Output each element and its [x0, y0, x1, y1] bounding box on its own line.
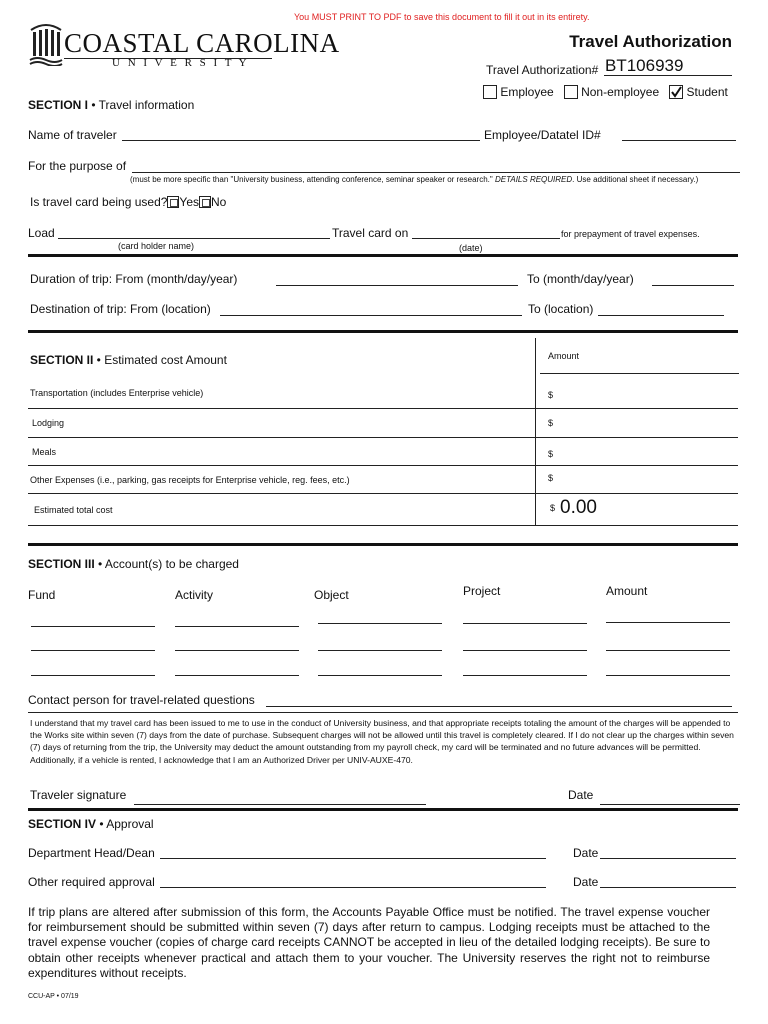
checkmark-icon [670, 86, 682, 98]
other-approval-label: Other required approval [28, 875, 155, 889]
duration-label: Duration of trip: From (month/day/year) [30, 272, 238, 286]
lodging-currency: $ [548, 418, 554, 428]
to-location-field[interactable] [598, 315, 724, 316]
fund-field[interactable] [31, 675, 155, 676]
section-3-heading: SECTION III • Account(s) to be charged [28, 557, 239, 571]
object-field[interactable] [318, 623, 442, 624]
project-field[interactable] [463, 650, 587, 651]
traveler-name-field[interactable] [122, 140, 480, 141]
student-label: Student [686, 85, 728, 99]
dept-date-label: Date [573, 846, 599, 860]
amount-field[interactable] [606, 650, 730, 651]
dept-head-label: Department Head/Dean [28, 846, 155, 860]
other-date-field[interactable] [600, 887, 736, 888]
meals-label: Meals [32, 447, 57, 457]
destination-label: Destination of trip: From (location) [30, 302, 211, 316]
traveler-signature-label: Traveler signature [30, 788, 127, 802]
section-4-heading: SECTION IV • Approval [28, 817, 154, 831]
activity-field[interactable] [175, 626, 299, 627]
dept-date-field[interactable] [600, 858, 736, 859]
card-holder-caption: (card holder name) [118, 241, 195, 251]
project-header: Project [463, 584, 501, 598]
card-date-field[interactable] [412, 238, 560, 239]
to-date-field[interactable] [652, 285, 734, 286]
logo-subtitle: U N I V E R S I T Y [112, 57, 250, 69]
project-field[interactable] [463, 675, 587, 676]
purpose-field[interactable] [132, 172, 740, 173]
amount-field[interactable] [606, 675, 730, 676]
card-on-label: Travel card on [332, 226, 409, 240]
object-header: Object [314, 588, 349, 602]
fund-field[interactable] [31, 626, 155, 627]
from-date-field[interactable] [276, 285, 518, 286]
traveler-signature-field[interactable] [134, 804, 426, 805]
to-location-label: To (location) [528, 302, 594, 316]
print-notice: You MUST PRINT TO PDF to save this document to fill it out in its entirety. [294, 12, 590, 22]
dept-head-field[interactable] [160, 858, 546, 859]
activity-header: Activity [175, 588, 214, 602]
other-approval-field[interactable] [160, 887, 546, 888]
amount-header: Amount [606, 584, 648, 598]
auth-number-label: Travel Authorization# [486, 63, 599, 77]
card-no-checkbox[interactable] [199, 196, 211, 208]
card-yes-label: Yes [179, 195, 199, 209]
purpose-label: For the purpose of [28, 159, 127, 173]
auth-number-value[interactable]: BT106939 [605, 56, 684, 75]
form-title: Travel Authorization [569, 32, 732, 51]
signature-date-field[interactable] [600, 804, 740, 805]
non-employee-checkbox[interactable] [564, 85, 578, 99]
from-location-field[interactable] [220, 315, 522, 316]
footer-paragraph: If trip plans are altered after submission of this form, the Accounts Payable Office must be notified. The travel expense voucher for reimbursement should be submitted within seven (7) days after return to campus. Lodging receipts must be attached to the travel expense voucher (copies of charge card receipts CANNOT be accepted in lieu of the detailed lodging receipts). Be sure to obtain other receipts whenever practical and attach them to your voucher. The University reserves the right not to reimburse expenditures without receipts. [28, 905, 710, 980]
section-2-heading: SECTION II • Estimated cost Amount [30, 353, 227, 367]
other-expenses-currency: $ [548, 473, 554, 483]
object-field[interactable] [318, 675, 442, 676]
amount-field[interactable] [606, 622, 730, 623]
total-cost-value[interactable]: 0.00 [560, 497, 597, 518]
travel-card-question: Is travel card being used? Yes No [30, 195, 227, 209]
activity-field[interactable] [175, 675, 299, 676]
transportation-currency: $ [548, 390, 554, 400]
employee-checkbox[interactable] [483, 85, 497, 99]
project-field[interactable] [463, 623, 587, 624]
to-date-label: To (month/day/year) [527, 272, 634, 286]
traveler-type-options [483, 85, 728, 99]
total-currency: $ [550, 503, 556, 513]
section-1-heading: SECTION I • Travel information [28, 98, 195, 112]
other-expenses-label: Other Expenses (i.e., parking, gas receipts for Enterprise vehicle, reg. fees, etc.) [30, 475, 350, 485]
transportation-label: Transportation (includes Enterprise vehicle) [30, 388, 204, 398]
employee-id-field[interactable] [622, 140, 736, 141]
prepayment-label: for prepayment of travel expenses. [561, 229, 700, 239]
object-field[interactable] [318, 650, 442, 651]
divider [28, 808, 738, 811]
non-employee-label: Non-employee [581, 85, 660, 99]
card-no-label: No [211, 195, 227, 209]
date-caption: (date) [459, 243, 483, 253]
seal-icon [28, 22, 64, 66]
card-holder-field[interactable] [58, 238, 330, 239]
amount-header: Amount [548, 351, 580, 361]
signature-date-label: Date [568, 788, 594, 802]
amount-column-divider [535, 338, 536, 526]
traveler-name-label: Name of traveler [28, 128, 117, 142]
divider [28, 254, 738, 257]
fund-field[interactable] [31, 650, 155, 651]
employee-id-label: Employee/Datatel ID# [484, 128, 601, 142]
form-code: CCU-AP • 07/19 [28, 993, 79, 1000]
load-label: Load [28, 226, 55, 240]
university-logo [28, 22, 64, 71]
student-checkbox[interactable] [669, 85, 683, 99]
other-date-label: Date [573, 875, 599, 889]
card-yes-checkbox[interactable] [167, 196, 179, 208]
divider [28, 543, 738, 546]
meals-currency: $ [548, 449, 554, 459]
employee-label: Employee [500, 85, 554, 99]
contact-person-field[interactable] [266, 706, 732, 707]
activity-field[interactable] [175, 650, 299, 651]
contact-person-label: Contact person for travel-related questions [28, 693, 255, 707]
total-cost-label: Estimated total cost [34, 505, 113, 515]
logo-wordmark: COASTAL CAROLINA [64, 28, 340, 58]
fund-header: Fund [28, 588, 56, 602]
lodging-label: Lodging [32, 418, 65, 428]
purpose-note: (must be more specific than "University business, attending conference, seminar speaker or research." DETAILS REQUIRED. Use additional sheet if necessary.) [130, 175, 699, 184]
divider [28, 330, 738, 333]
traveler-statement: I understand that my travel card has been issued to me to use in the conduct of University business, and that appropriate receipts totaling the amount of the charges will be appended to the Works site within seven (7) days from the date of purchase. Subsequent charges will not be allowed until this travel is completely cleared. If I do not clear up the charges within seven (7) days of returning from the trip, the University may deduct the amount outstanding from my payroll check, my card will be terminated and no future advances will be permitted. Additionally, if a vehicle is rented, I acknowledge that I am an Authorized Driver per UNIV-AUXE-470. [30, 718, 734, 765]
